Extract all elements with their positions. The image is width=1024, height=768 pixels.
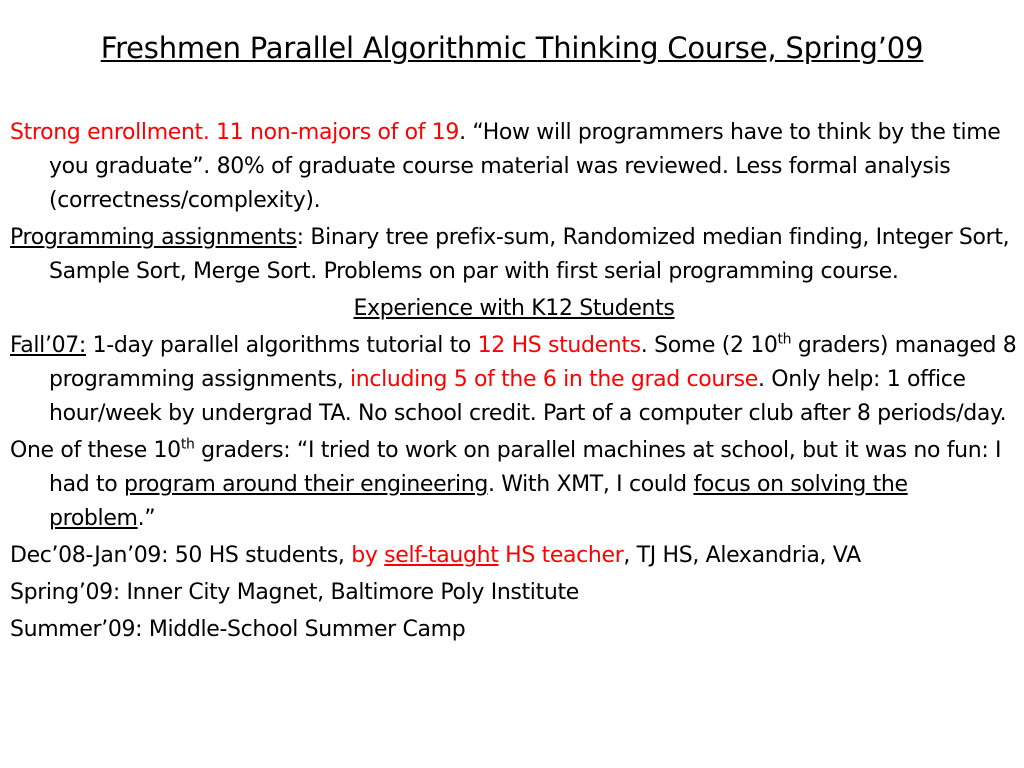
quote-text-3: . With XMT, I could: [487, 472, 694, 497]
spring09-paragraph: Spring’09: Inner City Magnet, Baltimore Poly Institute: [10, 580, 579, 605]
fall07-highlight-1: 12 HS students: [477, 333, 641, 358]
fall07-highlight-2: including 5 of the 6 in the grad course: [350, 367, 758, 392]
dec08-highlight-underlined: self-taught: [384, 543, 499, 568]
dec08-paragraph: [10, 539, 1018, 573]
enrollment-text: . “How will programmers have to think by the time you graduate”. 80% of graduate course material was reviewed. Less formal analysis (correctness/complexity).: [49, 120, 1001, 213]
dec08-text-1: Dec’08-Jan’09: 50 HS students,: [10, 543, 352, 568]
enrollment-highlight: Strong enrollment. 11 non-majors of of 19: [10, 120, 460, 145]
quote-text-4: .”: [137, 506, 156, 531]
quote-text-1: One of these 10: [10, 438, 181, 463]
fall07-text-3: graders) managed 8 programming assignments,: [49, 333, 1017, 392]
fall07-text-4: . Only help: 1 office hour/week by undergrad TA. No school credit. Part of a computer club after 8 periods/day.: [49, 367, 1007, 426]
assignments-paragraph: [10, 221, 1018, 289]
fall07-text-1: 1-day parallel algorithms tutorial to: [85, 333, 478, 358]
dec08-text-2: , TJ HS, Alexandria, VA: [623, 543, 861, 568]
dec08-highlight-1: by: [351, 543, 385, 568]
assignments-label: Programming assignments: [10, 225, 297, 250]
section-heading-text: Experience with K12 Students: [353, 296, 675, 321]
summer09-paragraph: Summer’09: Middle-School Summer Camp: [10, 617, 466, 642]
quote-paragraph: [10, 434, 1018, 536]
enrollment-paragraph: [10, 116, 1018, 218]
slide-title: Freshmen Parallel Algorithmic Thinking Course, Spring’09: [100, 31, 924, 65]
assignments-text: : Binary tree prefix-sum, Randomized median finding, Integer Sort, Sample Sort, Merge Sort. Problems on par with first serial programming course.: [49, 225, 1010, 284]
fall07-superscript: th: [777, 331, 792, 348]
quote-underline-1: program around their engineering: [124, 472, 488, 497]
quote-text-2: graders: “I tried to work on parallel machines at school, but it was no fun: I had to: [49, 438, 1002, 497]
fall07-paragraph: [10, 329, 1018, 431]
fall07-text-2: . Some (2 10: [640, 333, 778, 358]
fall07-label: Fall’07:: [10, 333, 86, 358]
slide-body: [10, 116, 1018, 650]
quote-superscript: th: [180, 436, 195, 453]
section-heading: [10, 292, 1018, 326]
quote-underline-2: focus on solving the problem: [49, 472, 908, 531]
dec08-highlight-2: HS teacher: [498, 543, 624, 568]
